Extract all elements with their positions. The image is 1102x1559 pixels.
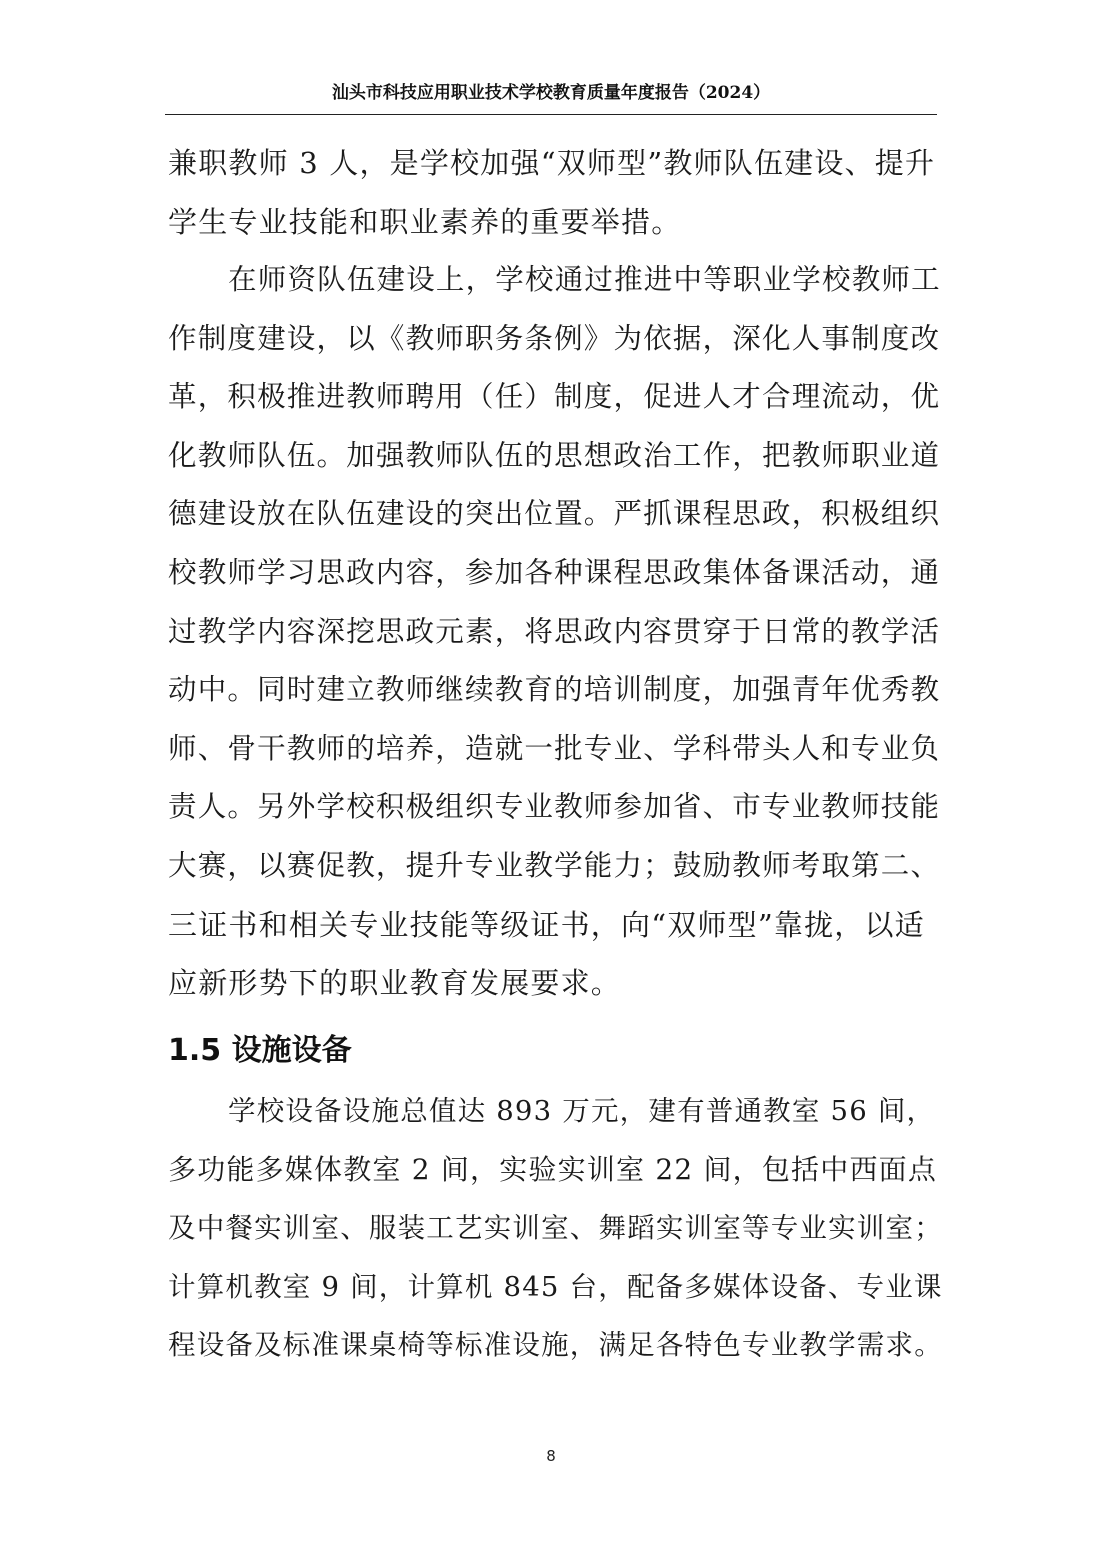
text-line: 过教学内容深挖思政元素，将思政内容贯穿于日常的教学活 xyxy=(168,614,941,648)
page-number: 8 xyxy=(546,1447,556,1465)
text-line: 学校设备设施总值达 893 万元，建有普通教室 56 间， xyxy=(228,1095,936,1127)
text-line: 革，积极推进教师聘用（任）制度，促进人才合理流动，优 xyxy=(168,380,941,414)
section-heading-facilities: 1.5 设施设备 xyxy=(168,1033,352,1068)
text-line: 及中餐实训室、服装工艺实训室、舞蹈实训室等专业实训室； xyxy=(168,1212,943,1245)
text-line: 作制度建设，以《教师职务条例》为依据，深化人事制度改 xyxy=(168,321,941,355)
text-line: 大赛，以赛促教，提升专业教学能力；鼓励教师考取第二、 xyxy=(168,848,941,882)
text-line: 程设备及标准课桌椅等标准设施，满足各特色专业教学需求。 xyxy=(168,1329,943,1362)
text-line: 学生专业技能和职业素养的重要举措。 xyxy=(168,204,682,239)
text-line: 应新形势下的职业教育发展要求。 xyxy=(168,966,622,1001)
text-line: 化教师队伍。加强教师队伍的思想政治工作，把教师职业道 xyxy=(168,438,941,472)
text-line: 三证书和相关专业技能等级证书，向“双师型”靠拢，以适 xyxy=(168,907,925,942)
paragraph-teacher-team-building xyxy=(168,251,943,1013)
paragraph-teacher-team-intro xyxy=(168,134,943,251)
text-line: 师、骨干教师的培养，造就一批专业、学科带头人和专业负 xyxy=(168,731,941,765)
text-line: 校教师学习思政内容，参加各种课程思政集体备课活动，通 xyxy=(168,555,941,589)
text-line: 多功能多媒体教室 2 间，实验实训室 22 间，包括中西面点 xyxy=(168,1152,938,1186)
header-divider xyxy=(165,114,937,115)
text-line: 在师资队伍建设上，学校通过推进中等职业学校教师工 xyxy=(228,263,941,296)
text-line: 动中。同时建立教师继续教育的培训制度，加强青年优秀教 xyxy=(168,673,941,707)
text-line: 兼职教师 3 人，是学校加强“双师型”教师队伍建设、提升 xyxy=(168,146,936,180)
text-line: 计算机教室 9 间，计算机 845 台，配备多媒体设备、专业课 xyxy=(168,1270,943,1303)
page-header-title: 汕头市科技应用职业技术学校教育质量年度报告（2024） xyxy=(331,83,771,103)
paragraph-facilities xyxy=(168,1082,943,1375)
text-line: 德建设放在队伍建设的突出位置。严抓课程思政，积极组织 xyxy=(168,497,941,531)
text-line: 责人。另外学校积极组织专业教师参加省、市专业教师技能 xyxy=(168,790,941,824)
